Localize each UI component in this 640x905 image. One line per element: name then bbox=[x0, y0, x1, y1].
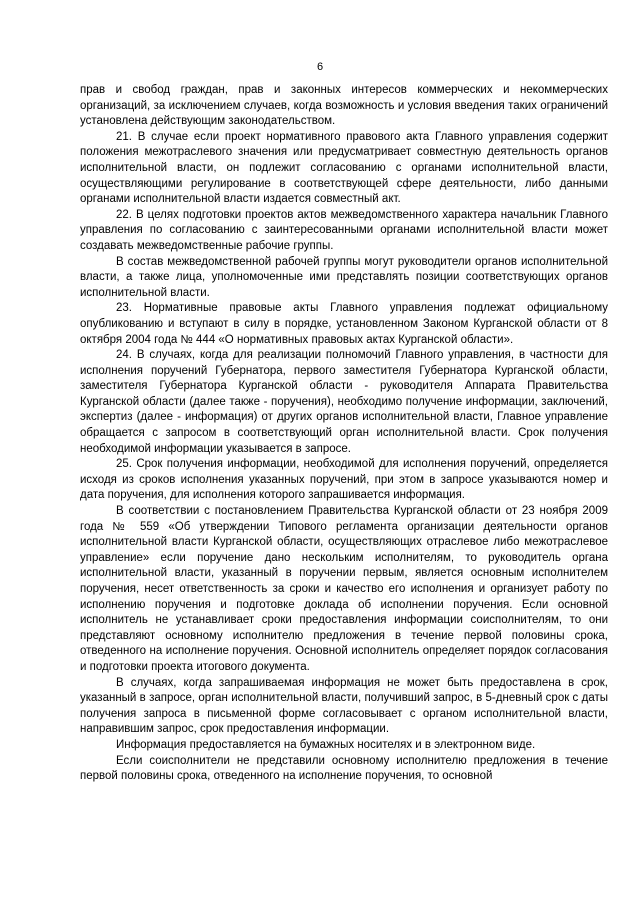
paragraph-25-resolution: В соответствии с постановлением Правительства Курганской области от 23 ноября 2009 года № 559 «Об утверждении Типового регламента организации деятельности органов исполнительной власти Курганской области, осуществляющих отраслевое либо межотраслевое управление» если поручение дано нескольким исполнителям, то руководитель органа исполнительной власти, указанный в поручении первым, является основным исполнителем поручения, несет ответственность за сроки и качество его исполнения и организует работу по исполнению поручения и подготовке доклада об исполнении поручения. Если основной исполнитель не устанавливает сроки предоставления информации соисполнителям, то они представляют основному исполнителю предложения в течение первой половины срока, отведенного на исполнение поручения. Основной исполнитель определяет порядок согласования и подготовки проекта итогового документа. bbox=[80, 505, 608, 673]
paragraph-22: 22. В целях подготовки проектов актов межведомственного характера начальник Главного управления по согласованию с заинтересованными органами исполнительной власти может создавать межведомственные рабочие группы. bbox=[80, 208, 608, 252]
page-number: 6 bbox=[316, 61, 324, 73]
paragraph-25-deadline: В случаях, когда запрашиваемая информация не может быть предоставлена в срок, указанный в запросе, орган исполнительной власти, получивший запрос, в 5-дневный срок с даты получения запроса в письменной форме согласовывает с органом исполнительной власти, направившим запрос, срок предоставления информации. bbox=[80, 676, 608, 736]
paragraph-25-coexecutors: Если соисполнители не представили основному исполнителю предложения в течение первой половины срока, отведенного на исполнение поручения, то основной bbox=[80, 754, 608, 783]
document-body bbox=[80, 83, 608, 785]
paragraph-21: 21. В случае если проект нормативного правового акта Главного управления содержит положения межотраслевого значения или предусматривает совместную деятельность органов исполнительной власти, он подлежит согласованию с органами исполнительной власти, осуществляющими регулирование в соответствующей сфере деятельности, либо данными органами исполнительной власти издается совместный акт. bbox=[80, 130, 608, 206]
paragraph-23: 23. Нормативные правовые акты Главного управления подлежат официальному опубликованию и вступают в силу в порядке, установленном Законом Курганской области от 8 октября 2004 года № 444 «О нормативных правовых актах Курганской области». bbox=[80, 302, 608, 346]
paragraph-25-format: Информация предоставляется на бумажных носителях и в электронном виде. bbox=[116, 738, 536, 751]
paragraph-continuation: прав и свобод граждан, прав и законных интересов коммерческих и некоммерческих организаций, за исключением случаев, когда возможность и условия введения таких ограничений установлена действующим законодательством. bbox=[80, 84, 608, 128]
paragraph-25: 25. Срок получения информации, необходимой для исполнения поручений, определяется исходя из сроков исполнения указанных поручений, при этом в запросе указываются номер и дата поручения, для исполнения которого запрашивается информация. bbox=[80, 458, 608, 502]
paragraph-22-working-group: В состав межведомственной рабочей группы могут руководители органов исполнительной власти, а также лица, уполномоченные ими представлять позиции соответствующих органов исполнительной власти. bbox=[80, 255, 608, 299]
paragraph-24: 24. В случаях, когда для реализации полномочий Главного управления, в частности для исполнения поручений Губернатора, первого заместителя Губернатора Курганской области, заместителя Губернатора Курганской области - руководителя Аппарата Правительства Курганской области (далее также - поручения), необходимо получение информации, заключений, экспертиз (далее - информация) от других органов исполнительной власти, Главное управление обращается с запросом в соответствующий орган исполнительной власти. Срок получения необходимой информации указывается в запросе. bbox=[80, 349, 608, 455]
